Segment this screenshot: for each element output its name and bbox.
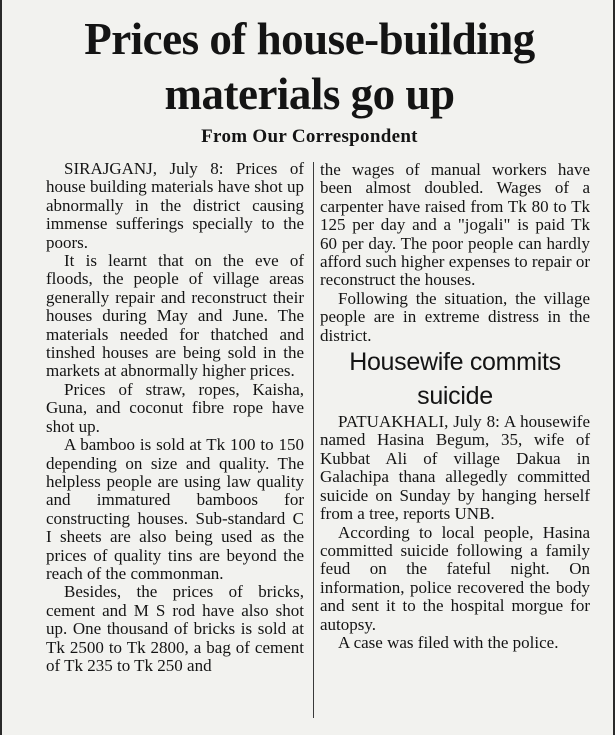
article2-paragraph-1: PATUAKHALI, July 8: A housewife named Hasina Begum, 35, wife of Kubbat Ali of village Dakua in Galachipa thana allegedly committed suicide on Sunday by hanging herself from a tree, reports UNB.	[320, 412, 590, 524]
article1-paragraph-4: A bamboo is sold at Tk 100 to 150 depending on size and quality. The helpless people are using law quality and immatured bamboos for constructing houses. Sub-standard C I sheets are also being used as the prices of quality tins are beyond the reach of the commonman.	[46, 435, 304, 583]
article1-continued-paragraph-1: the wages of manual workers have been almost doubled. Wages of a carpenter have raised from Tk 80 to Tk 125 per day and a "jogali" is paid Tk 60 per day. The poor people can hardly afford such higher expenses to repair or reconstruct the houses.	[320, 160, 590, 290]
article1-continued-paragraph-2: Following the situation, the village people are in extreme distress in the district.	[320, 288, 590, 345]
headline-line-1: Prices of house-building	[84, 14, 535, 64]
article1-paragraph-2: It is learnt that on the eve of floods, the people of village areas generally repair and reconstruct their houses during May and June. The materials needed for thatched and tinshed houses are being sold in the markets at abnormally higher prices.	[46, 251, 304, 381]
article1-paragraph-3: Prices of straw, ropes, Kaisha, Guna, and coconut fibre rope have shot up.	[46, 379, 304, 436]
article-column-left	[46, 160, 304, 675]
article2-paragraph-3: A case was filed with the police.	[338, 632, 559, 652]
column-divider	[313, 162, 314, 718]
article-column-right	[320, 161, 590, 652]
headline-line-2: materials go up	[164, 69, 455, 119]
article2-headline: Housewife commits suicide	[349, 348, 561, 411]
article2-paragraph-2: According to local people, Hasina committed suicide following a family feud on the fateful night. On information, police recovered the body and sent it to the hospital morgue for autopsy.	[320, 522, 590, 634]
article1-paragraph-1: SIRAJGANJ, July 8: Prices of house building materials have shot up abnormally in the district causing immense sufferings specially to the poors.	[46, 159, 304, 252]
byline: From Our Correspondent	[201, 126, 418, 147]
article1-paragraph-5: Besides, the prices of bricks, cement and M S rod have also shot up. One thousand of bricks is sold at Tk 2500 to Tk 2800, a bag of cement of Tk 235 to Tk 250 and	[46, 582, 304, 675]
